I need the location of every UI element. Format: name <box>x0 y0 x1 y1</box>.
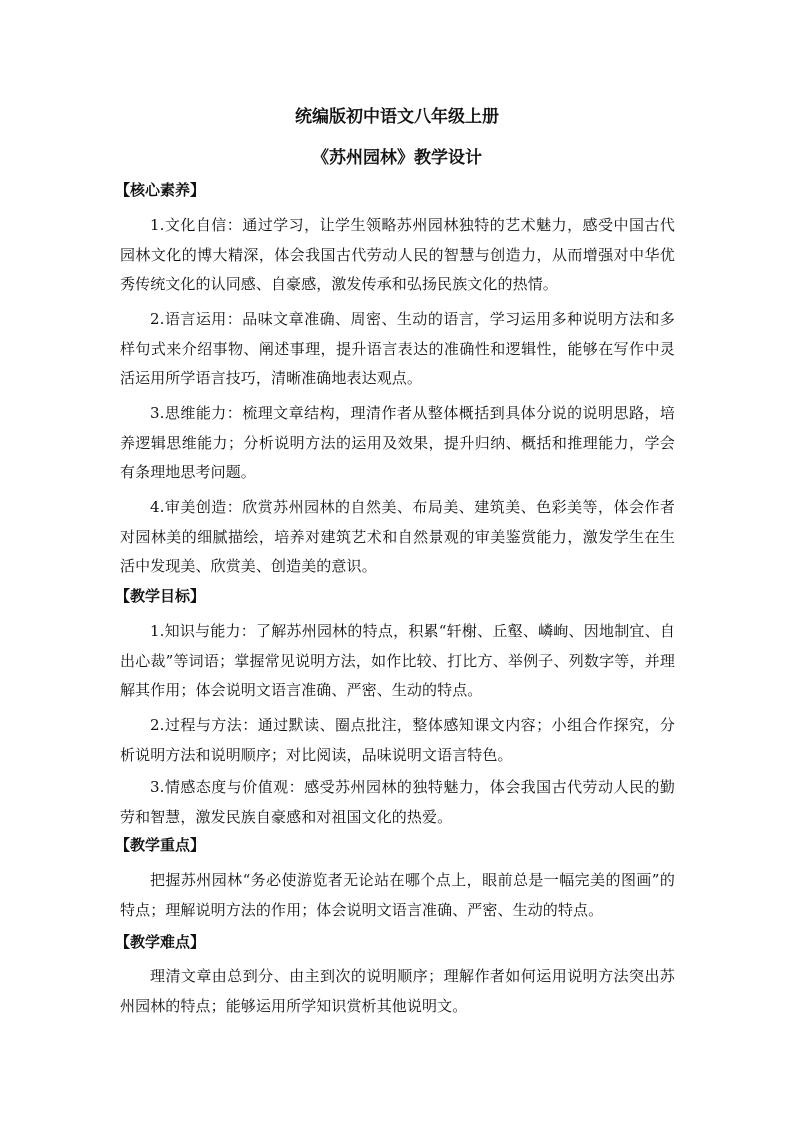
paragraph-knowledge-ability: 1.知识与能力：了解苏州园林的特点，积累“轩榭、丘壑、嶙峋、因地制宜、自出心裁”等词语；掌握常见说明方法，如作比较、打比方、举例子、列数字等，并理解其作用；体会说明文语言准确、严密、生动的特点。 <box>120 622 675 699</box>
section-heading-core-literacy: 【核心素养】 <box>115 181 206 199</box>
paragraph-teaching-focus: 把握苏州园林“务必使游览者无论站在哪个点上，眼前总是一幅完美的图画”的特点；理解说明方法的作用；体会说明文语言准确、严密、生动的特点。 <box>120 871 675 919</box>
paragraph-process-method: 2.过程与方法：通过默读、圈点批注，整体感知课文内容；小组合作探究，分析说明方法和说明顺序；对比阅读，品味说明文语言特色。 <box>120 716 675 764</box>
paragraph-thinking-ability: 3.思维能力：梳理文章结构，理清作者从整体概括到具体分说的说明思路，培养逻辑思维能力；分析说明方法的运用及效果，提升归纳、概括和推理能力，学会有条理地思考问题。 <box>120 404 675 481</box>
paragraph-teaching-difficulty: 理清文章由总到分、由主到次的说明顺序；理解作者如何运用说明方法突出苏州园林的特点；能够运用所学知识赏析其他说明文。 <box>120 967 675 1015</box>
document-title-line2: 《苏州园林》教学设计 <box>312 148 482 168</box>
paragraph-emotion-values: 3.情感态度与价值观：感受苏州园林的独特魅力，体会我国古代劳动人民的勤劳和智慧，激发民族自豪感和对祖国文化的热爱。 <box>120 778 675 826</box>
paragraph-cultural-confidence: 1.文化自信：通过学习，让学生领略苏州园林独特的艺术魅力，感受中国古代园林文化的博大精深，体会我国古代劳动人民的智慧与创造力，从而增强对中华优秀传统文化的认同感、自豪感，激发传承和弘扬民族文化的热情。 <box>120 216 675 293</box>
section-heading-teaching-goals: 【教学目标】 <box>115 587 206 605</box>
section-heading-teaching-difficulty: 【教学难点】 <box>115 933 206 951</box>
paragraph-aesthetic-creation: 4.审美创造：欣赏苏州园林的自然美、布局美、建筑美、色彩美等，体会作者对园林美的细腻描绘，培养对建筑艺术和自然景观的审美鉴赏能力，激发学生在生活中发现美、欣赏美、创造美的意识。 <box>120 498 675 575</box>
section-heading-teaching-focus: 【教学重点】 <box>115 836 206 854</box>
paragraph-language-use: 2.语言运用：品味文章准确、周密、生动的语言，学习运用多种说明方法和多样句式来介绍事物、阐述事理，提升语言表达的准确性和逻辑性，能够在写作中灵活运用所学语言技巧，清晰准确地表达观点。 <box>120 310 675 387</box>
document-title-line1: 统编版初中语文八年级上册 <box>295 107 499 127</box>
